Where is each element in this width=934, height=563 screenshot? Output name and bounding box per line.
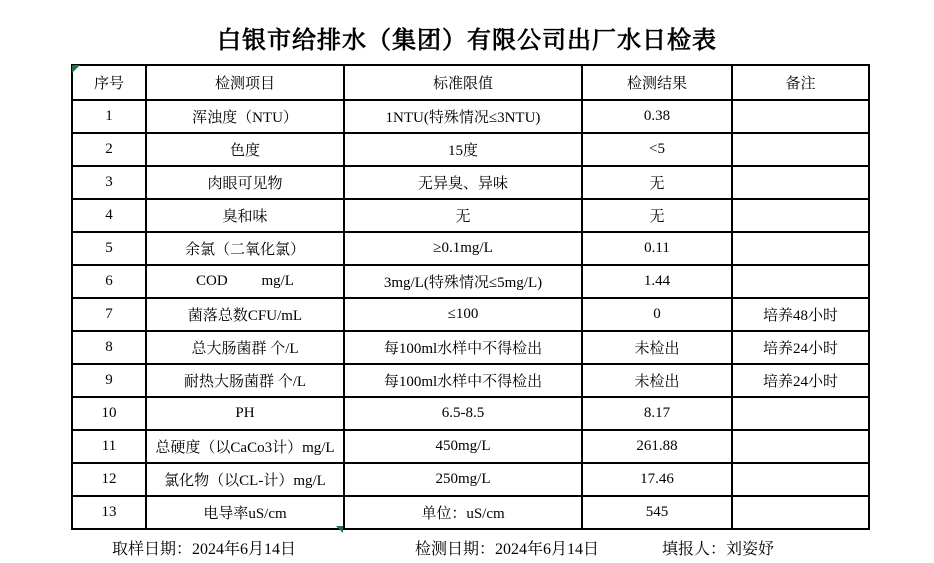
cell-remark [732,496,869,529]
table-row [72,166,869,199]
table-row [72,100,869,133]
cell-item: 浑浊度（NTU） [146,100,344,133]
excel-bottom-marker-icon [336,526,343,533]
header-result: 检测结果 [582,65,732,100]
sampling-date: 取样日期：2024年6月14日 [112,541,297,558]
cell-item: PH [146,397,344,430]
cell-result: 8.17 [582,397,732,430]
table-row [72,463,869,496]
table-row [72,331,869,364]
cell-index: 13 [72,496,146,529]
table-row [72,298,869,331]
cell-index: 4 [72,199,146,232]
cell-index: 7 [72,298,146,331]
cell-item: 色度 [146,133,344,166]
cell-result: 0 [582,298,732,331]
cell-standard: 6.5-8.5 [344,397,582,430]
cell-standard: ≤100 [344,298,582,331]
cell-standard: 无异臭、异味 [344,166,582,199]
header-remark: 备注 [732,65,869,100]
cell-result: 1.44 [582,265,732,298]
table-row [72,430,869,463]
cell-standard: ≥0.1mg/L [344,232,582,265]
table-row [72,199,869,232]
cell-item: 余氯（二氧化氯） [146,232,344,265]
cell-result: 未检出 [582,364,732,397]
cell-remark [732,463,869,496]
cell-remark [732,232,869,265]
cell-item: 耐热大肠菌群 个/L [146,364,344,397]
cell-remark [732,430,869,463]
cell-standard: 每100ml水样中不得检出 [344,331,582,364]
cell-standard: 无 [344,199,582,232]
cell-remark: 培养48小时 [732,298,869,331]
cell-result: 545 [582,496,732,529]
test-date: 检测日期：2024年6月14日 [415,541,600,558]
excel-corner-marker-icon [72,65,80,73]
cell-index: 11 [72,430,146,463]
cell-remark [732,100,869,133]
cell-remark: 培养24小时 [732,364,869,397]
cell-item: 电导率uS/cm [146,496,344,529]
cell-remark [732,265,869,298]
cell-remark [732,133,869,166]
cell-item: 肉眼可见物 [146,166,344,199]
header-item: 检测项目 [146,65,344,100]
cell-index: 2 [72,133,146,166]
cell-result: 无 [582,166,732,199]
table-row [72,364,869,397]
cell-remark [732,199,869,232]
cell-index: 6 [72,265,146,298]
cell-standard: 250mg/L [344,463,582,496]
inspection-table [71,64,870,530]
cell-result: 0.38 [582,100,732,133]
cell-remark: 培养24小时 [732,331,869,364]
table-row [72,265,869,298]
cell-remark [732,397,869,430]
cell-index: 10 [72,397,146,430]
cell-result: 17.46 [582,463,732,496]
cell-standard: 3mg/L(特殊情况≤5mg/L) [344,265,582,298]
cell-standard: 单位：uS/cm [344,496,582,529]
cell-item: 臭和味 [146,199,344,232]
table-header-row [72,65,869,100]
cell-index: 3 [72,166,146,199]
header-index: 序号 [72,65,146,100]
reporter-name: 填报人：刘姿妤 [662,541,775,558]
cell-index: 9 [72,364,146,397]
table-row [72,133,869,166]
table-row [72,397,869,430]
footer [0,536,934,558]
header-standard: 标准限值 [344,65,582,100]
cell-standard: 450mg/L [344,430,582,463]
cell-result: <5 [582,133,732,166]
cell-result: 261.88 [582,430,732,463]
cell-remark [732,166,869,199]
cell-standard: 15度 [344,133,582,166]
cell-index: 8 [72,331,146,364]
cell-standard: 每100ml水样中不得检出 [344,364,582,397]
table-row [72,232,869,265]
cell-result: 无 [582,199,732,232]
table-row [72,496,869,529]
cell-index: 5 [72,232,146,265]
cell-standard: 1NTU(特殊情况≤3NTU) [344,100,582,133]
cell-item: 氯化物（以CL-计）mg/L [146,463,344,496]
cell-item: COD mg/L [146,265,344,298]
cell-index: 12 [72,463,146,496]
cell-index: 1 [72,100,146,133]
cell-item: 菌落总数CFU/mL [146,298,344,331]
page-title: 白银市给排水（集团）有限公司出厂水日检表 [217,28,717,54]
cell-result: 未检出 [582,331,732,364]
cell-item: 总硬度（以CaCo3计）mg/L [146,430,344,463]
cell-result: 0.11 [582,232,732,265]
cell-item: 总大肠菌群 个/L [146,331,344,364]
